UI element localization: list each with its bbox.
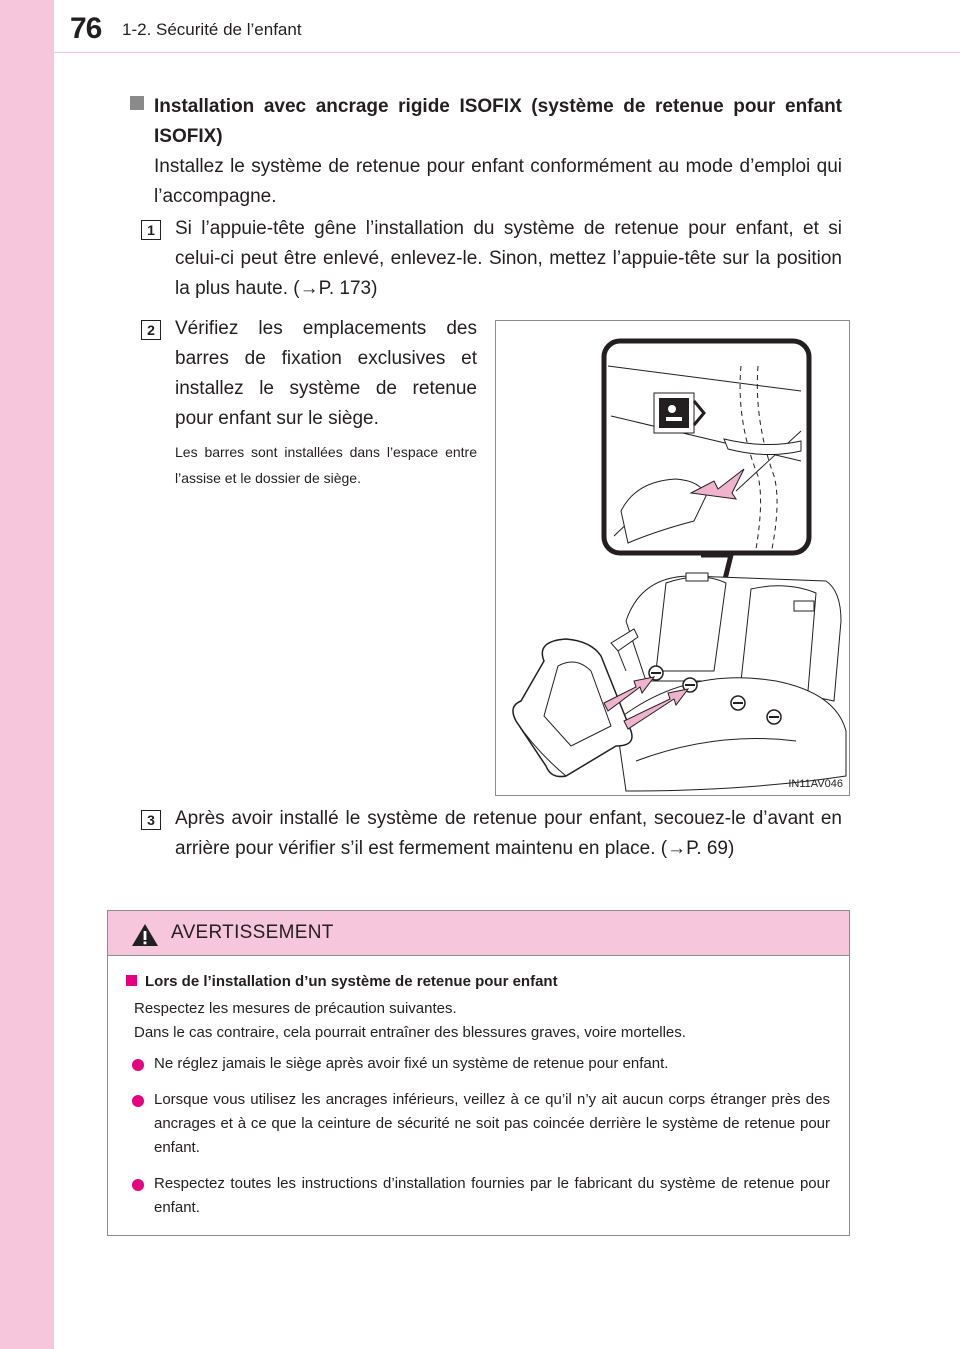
warning-title: AVERTISSEMENT [171,922,334,943]
warning-item-2: Lorsque vous utilisez les ancrages inférieurs, veillez à ce qu’il n’y ait aucun corps étranger près des ancrages et à ce que la ceinture de sécurité ne soit pas coincée derrière le système de retenue pour enfant. [154,1091,830,1156]
intro-paragraph: Installez le système de retenue pour enfant conformément au mode d’emploi qui l’accompagne. [154,156,842,207]
warning-paragraph-1: Respectez les mesures de précaution suivantes. [134,1000,457,1017]
header-divider [54,52,960,53]
isofix-illustration [495,320,850,796]
warning-subheading-text: Lors de l’installation d’un système de retenue pour enfant [145,973,558,990]
warning-item-1: Ne réglez jamais le siège après avoir fixé un système de retenue pour enfant. [154,1055,669,1072]
warning-header [108,911,849,956]
bullet-dot-icon [132,1059,144,1071]
bullet-dot-icon [132,1095,144,1107]
warning-box [107,910,850,1236]
subheading-square-icon [126,975,137,986]
bullet-dot-icon [132,1179,144,1191]
step-text-3: Après avoir installé le système de retenue pour enfant, secouez-le d’avant en arrière pour vérifier s’il est fermement maintenu en place. (→P. 69) [175,808,842,859]
warning-subheading [126,973,558,990]
heading-square-icon [130,96,144,110]
page-number: 76 [70,12,102,45]
section-title: 1-2. Sécurité de l’enfant [122,20,302,39]
page-sidebar-tab [0,0,54,1349]
step-number-1: 1 [141,220,161,240]
figure-code: IN11AV046 [788,778,843,790]
step-number-2: 2 [141,320,161,340]
warning-triangle-icon [131,923,159,947]
topic-heading [130,92,842,152]
isofix-seat-drawing [496,321,849,795]
step-number-3: 3 [141,810,161,830]
step-note-2: Les barres sont installées dans l’espace entre l’assise et le dossier de siège. [175,444,477,486]
warning-item-3: Respectez toutes les instructions d’installation fournies par le fabricant du système de retenue pour enfant. [154,1175,830,1216]
step-text-1: Si l’appuie-tête gêne l’installation du système de retenue pour enfant, et si celui-ci peut être enlevé, enlevez-le. Sinon, mettez l’appuie-tête sur la position la plus haute. (→P. 173) [175,218,842,299]
warning-paragraph-2: Dans le cas contraire, cela pourrait entraîner des blessures graves, voire mortelles. [134,1024,686,1041]
step-text-2: Vérifiez les emplacements des barres de fixation exclusives et installez le système de retenue pour enfant sur le siège. [175,318,477,429]
topic-heading-text: Installation avec ancrage rigide ISOFIX (système de retenue pour enfant ISOFIX) [154,96,842,147]
